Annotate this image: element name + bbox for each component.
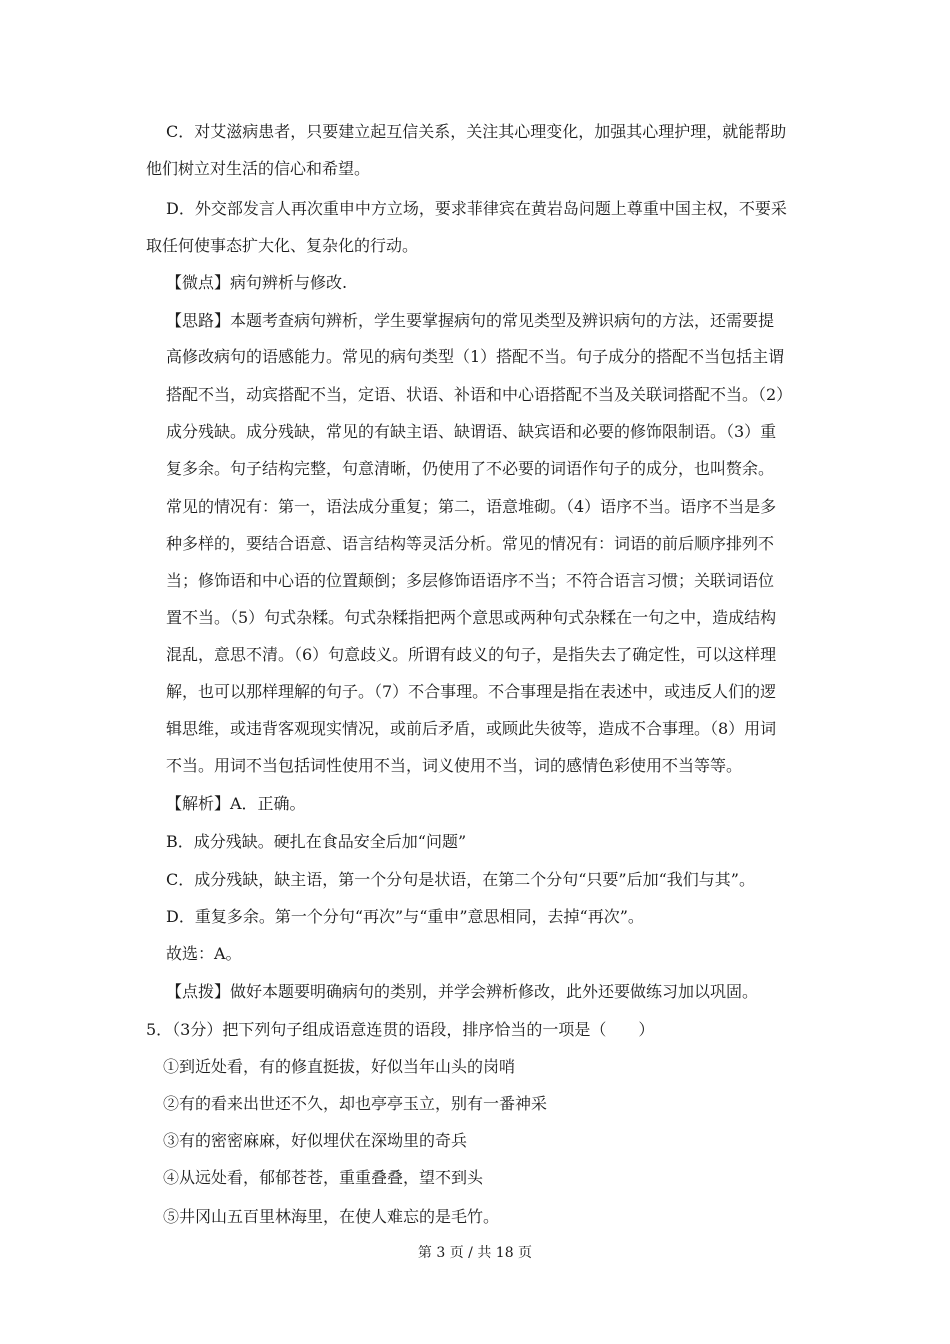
option-d-line-1: D．外交部发言人再次重申中方立场，要求菲律宾在黄岩岛问题上尊重中国主权，不要采	[166, 199, 787, 218]
option-c-line-1: C．对艾滋病患者，只要建立起互信关系，关注其心理变化，加强其心理护理，就能帮助	[166, 122, 787, 141]
question-5-title: 5．（3分）把下列句子组成语意连贯的语段，排序恰当的一项是（ ）	[146, 1020, 655, 1039]
sentence-3: ③有的密密麻麻，好似埋伏在深坳里的奇兵	[163, 1131, 468, 1150]
option-c-line-2: 他们树立对生活的信心和希望。	[146, 159, 371, 178]
silu-line-4: 成分残缺。成分残缺，常见的有缺主语、缺谓语、缺宾语和必要的修饰限制语。（3）重	[166, 422, 777, 441]
silu-line-9: 置不当。（5）句式杂糅。句式杂糅指把两个意思或两种句式杂糅在一句之中，造成结构	[166, 608, 777, 627]
weidian-line: 【微点】病句辨析与修改.	[166, 273, 348, 292]
silu-line-1: 【思路】本题考查病句辨析，学生要掌握病句的常见类型及辨识病句的方法，还需要提	[166, 311, 775, 330]
jiexi-line-b: B．成分残缺。硬扎在食品安全后加“问题”	[166, 832, 467, 851]
sentence-4: ④从远处看，郁郁苍苍，重重叠叠，望不到头	[163, 1168, 484, 1187]
silu-line-5: 复多余。句子结构完整，句意清晰，仍使用了不必要的词语作句子的成分，也叫赘余。	[166, 459, 775, 478]
page-number-footer: 第 3 页 / 共 18 页	[417, 1245, 533, 1261]
dianbo-line: 【点拨】做好本题要明确病句的类别，并学会辨析修改，此外还要做练习加以巩固。	[166, 982, 759, 1001]
silu-line-11: 解，也可以那样理解的句子。（7）不合事理。不合事理是指在表述中，或违反人们的逻	[166, 682, 777, 701]
silu-line-7: 种多样的，要结合语意、语言结构等灵活分析。常见的情况有：词语的前后顺序排列不	[166, 534, 775, 553]
sentence-5: ⑤井冈山五百里林海里，在使人难忘的是毛竹。	[163, 1207, 500, 1226]
jiexi-line-a: 【解析】A．正确。	[166, 794, 306, 813]
jiexi-line-d: D．重复多余。第一个分句“再次”与“重申”意思相同，去掉“再次”。	[166, 907, 644, 926]
answer-line: 故选：A。	[166, 944, 242, 963]
sentence-1: ①到近处看，有的修直挺拔，好似当年山头的岗哨	[163, 1057, 516, 1076]
silu-line-10: 混乱，意思不清。（6）句意歧义。所谓有歧义的句子，是指失去了确定性，可以这样理	[166, 645, 777, 664]
silu-line-2: 高修改病句的语感能力。常见的病句类型（1）搭配不当。句子成分的搭配不当包括主谓	[166, 347, 785, 366]
option-d-line-2: 取任何使事态扩大化、复杂化的行动。	[146, 236, 419, 255]
jiexi-line-c: C．成分残缺，缺主语，第一个分句是状语，在第二个分句“只要”后加“我们与其”。	[166, 870, 755, 889]
sentence-2: ②有的看来出世还不久，却也亭亭玉立，别有一番神采	[163, 1094, 548, 1113]
silu-line-12: 辑思维，或违背客观现实情况，或前后矛盾，或顾此失彼等，造成不合事理。（8）用词	[166, 719, 777, 738]
silu-line-8: 当；修饰语和中心语的位置颠倒；多层修饰语语序不当；不符合语言习惯；关联词语位	[166, 571, 775, 590]
silu-line-13: 不当。用词不当包括词性使用不当，词义使用不当，词的感情色彩使用不当等等。	[166, 756, 743, 775]
silu-line-3: 搭配不当，动宾搭配不当，定语、状语、补语和中心语搭配不当及关联词搭配不当。（2）	[166, 385, 793, 404]
silu-line-6: 常见的情况有：第一，语法成分重复；第二，语意堆砌。（4）语序不当。语序不当是多	[166, 497, 777, 516]
